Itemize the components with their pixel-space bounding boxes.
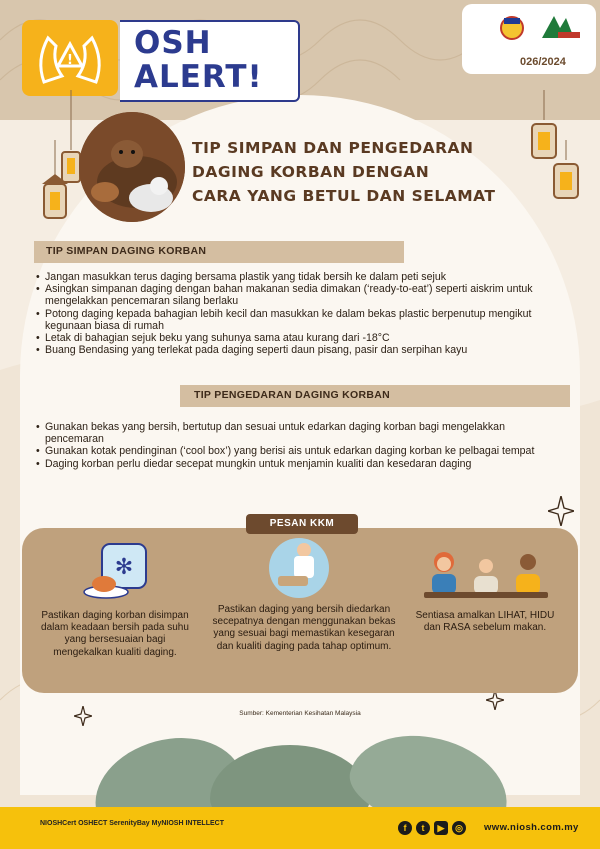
list-item: • Jangan masukkan terus daging bersama plastik yang tidak bersih ke dalam peti sejuk xyxy=(36,271,546,283)
storage-tips-list xyxy=(36,271,546,356)
title-line2: DAGING KORBAN DENGAN xyxy=(192,163,430,181)
sparkle-small-right-icon xyxy=(486,690,504,710)
section-heading-storage: TIP SIMPAN DAGING KORBAN xyxy=(46,245,207,257)
list-item: • Asingkan simpanan daging dengan bahan makanan sedia dimakan (‘ready-to-eat’) seperti aiskrim untuk mengelakkan pencemaran silang berlaku xyxy=(36,283,546,307)
list-item: • Buang Bendasing yang terlekat pada daging seperti daun pisang, pasir dan serpihan kayu xyxy=(36,344,546,356)
list-item: • Gunakan kotak pendinginan (‘cool box’) yang berisi ais untuk edarkan daging korban ke pelbagai tempat xyxy=(36,445,561,457)
alert-title-line1: OSH xyxy=(134,25,212,61)
facebook-icon[interactable]: f xyxy=(398,821,412,835)
ministry-logo-icon xyxy=(462,4,596,54)
animals-illustration xyxy=(79,112,185,222)
kkm-message-storage: Pastikan daging korban disimpan dalam keadaan bersih pada suhu yang bersesuaian bagi mengekalkan kualiti daging. xyxy=(41,610,189,658)
distribution-tips-list xyxy=(36,421,561,470)
list-item: • Gunakan bekas yang bersih, bertutup dan sesuai untuk edarkan daging korban bagi mengelakkan pencemaran xyxy=(36,421,561,445)
osh-alert-title xyxy=(120,20,300,102)
kkm-message-distribution: Pastikan daging yang bersih diedarkan secepatnya dengan menggunakan bekas yang sesuai bagi memastikan kesegaran dan kualiti daging pada tahap optimum. xyxy=(212,604,396,652)
svg-text:✻: ✻ xyxy=(114,555,134,580)
twitter-icon[interactable]: t xyxy=(416,821,430,835)
section-heading-distribution: TIP PENGEDARAN DAGING KORBAN xyxy=(194,389,391,401)
list-item: • Potong daging kepada bahagian lebih kecil dan masukkan ke dalam bekas plastic berpenutup mengikut kegunaan biasa di rumah xyxy=(36,308,546,332)
footer-bar xyxy=(0,807,600,849)
hands-warning-icon xyxy=(22,20,118,96)
alert-title-line2: ALERT! xyxy=(134,59,263,95)
lantern-right-2-icon xyxy=(546,140,586,220)
section-heading-bar-distribution xyxy=(180,385,570,407)
website-link[interactable]: www.niosh.com.my xyxy=(484,822,579,833)
frozen-meat-icon xyxy=(82,542,152,604)
instagram-icon[interactable]: ◎ xyxy=(452,821,466,835)
distribution-person-icon xyxy=(264,536,334,598)
title-line3: CARA YANG BETUL DAN SELAMAT xyxy=(192,187,496,205)
page-title xyxy=(192,136,542,208)
cow-goat-icon xyxy=(79,112,185,222)
title-line1: TIP SIMPAN DAN PENGEDARAN xyxy=(192,139,474,157)
alert-icon-box xyxy=(22,20,118,96)
kkm-tag: PESAN KKM xyxy=(246,514,358,534)
footer-logos: NIOSHCert OSHECT SerenityBay MyNIOSH INTELLECT xyxy=(40,820,224,827)
reference-number: 026/2024 xyxy=(520,56,566,68)
section-heading-bar-storage xyxy=(34,241,404,263)
people-eating-icon xyxy=(420,548,550,600)
svg-text:!: ! xyxy=(67,53,73,68)
list-item: • Daging korban perlu diedar secepat mungkin untuk menjamin kualiti dan kesedaran daging xyxy=(36,458,561,470)
kkm-message-check: Sentiasa amalkan LIHAT, HIDU dan RASA sebelum makan. xyxy=(415,610,555,634)
source-credit: Sumber: Kementerian Kesihatan Malaysia xyxy=(239,710,361,717)
list-item: • Letak di bahagian sejuk beku yang suhunya sama atau kurang dari -18°C xyxy=(36,332,546,344)
sparkle-icon xyxy=(548,496,574,526)
youtube-icon[interactable]: ▶ xyxy=(434,821,448,835)
